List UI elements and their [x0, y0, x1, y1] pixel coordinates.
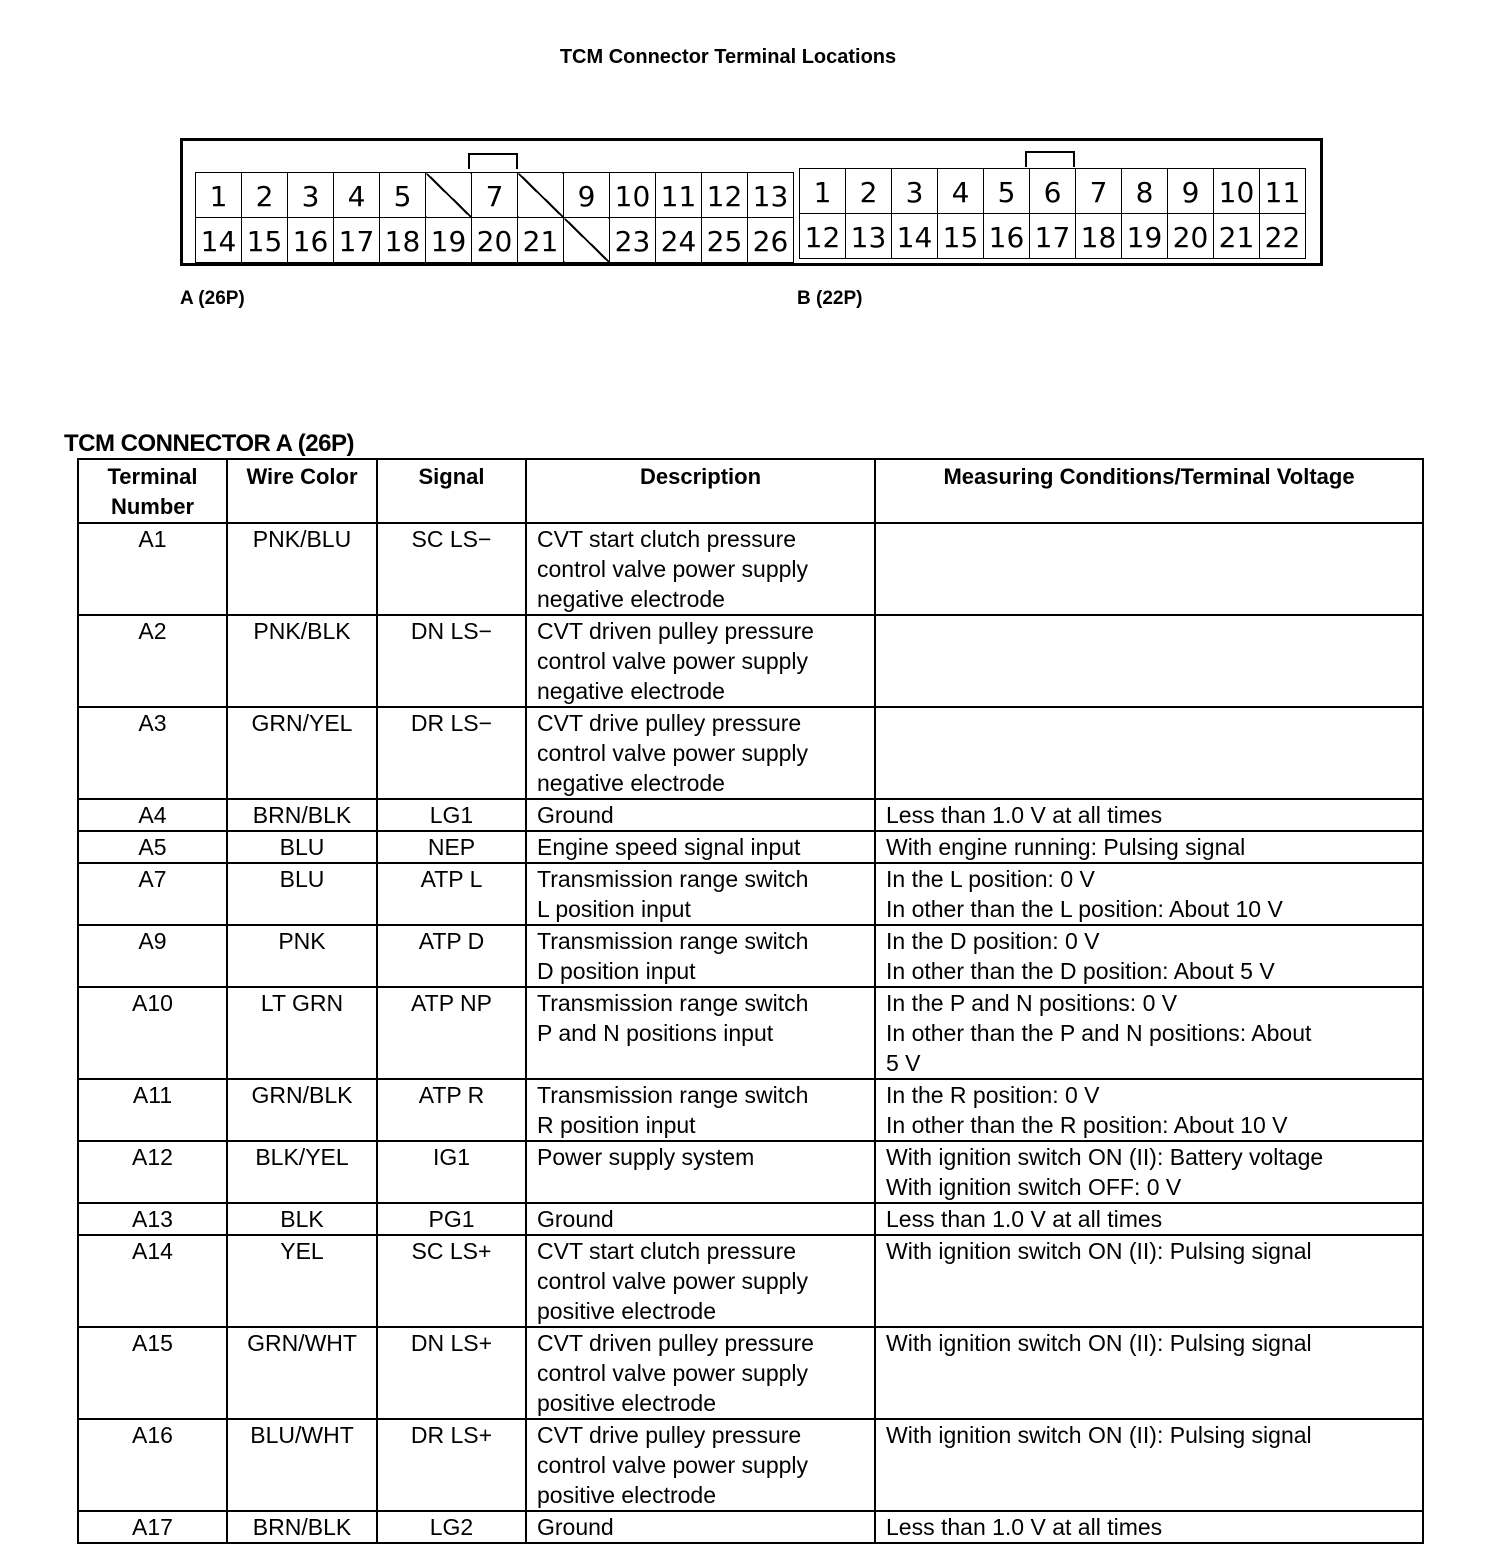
connector-b-pin: 1 [800, 169, 846, 214]
connector-a-pin: 13 [748, 173, 794, 218]
connector-a-pin: 25 [702, 218, 748, 263]
description-line: P and N positions input [537, 1020, 774, 1046]
description-line: CVT driven pulley pressure [537, 618, 814, 644]
connector-a-pin-unused [426, 173, 472, 218]
conditions-cell [875, 831, 1423, 863]
description-cell [526, 799, 875, 831]
connector-a-pin: 11 [656, 173, 702, 218]
wire-color-cell: GRN/YEL [227, 707, 377, 799]
description-line: Ground [537, 1514, 614, 1540]
terminal-cell: A12 [78, 1141, 227, 1203]
terminal-cell: A14 [78, 1235, 227, 1327]
conditions-line: In the L position: 0 V [886, 866, 1095, 892]
conditions-line: In the D position: 0 V [886, 928, 1100, 954]
terminal-table [77, 458, 1424, 1544]
signal-cell: PG1 [377, 1203, 526, 1235]
conditions-cell [875, 707, 1423, 799]
table-row [78, 1419, 1423, 1511]
conditions-line: In the R position: 0 V [886, 1082, 1100, 1108]
connector-b-pin: 2 [846, 169, 892, 214]
description-line: Ground [537, 802, 614, 828]
terminal-cell: A10 [78, 987, 227, 1079]
terminal-cell: A7 [78, 863, 227, 925]
terminal-cell: A3 [78, 707, 227, 799]
description-cell [526, 707, 875, 799]
wire-color-cell: BRN/BLK [227, 799, 377, 831]
signal-cell: ATP NP [377, 987, 526, 1079]
description-cell [526, 1235, 875, 1327]
connector-a-pin: 4 [334, 173, 380, 218]
description-line: control valve power supply [537, 1268, 809, 1294]
wire-color-cell: PNK/BLU [227, 523, 377, 615]
description-line: negative electrode [537, 586, 725, 612]
terminal-cell: A1 [78, 523, 227, 615]
description-line: Transmission range switch [537, 866, 809, 892]
table-row [78, 1511, 1423, 1543]
terminal-cell: A17 [78, 1511, 227, 1543]
description-line: positive electrode [537, 1390, 716, 1416]
conditions-cell [875, 925, 1423, 987]
connector-b-pin: 14 [892, 214, 938, 259]
header-terminal-number [78, 459, 227, 523]
conditions-cell [875, 1141, 1423, 1203]
signal-cell: LG2 [377, 1511, 526, 1543]
signal-cell: IG1 [377, 1141, 526, 1203]
description-line: negative electrode [537, 770, 725, 796]
connector-a-pin: 18 [380, 218, 426, 263]
conditions-line: With engine running: Pulsing signal [886, 834, 1246, 860]
connector-b-pin: 10 [1214, 169, 1260, 214]
description-line: Power supply system [537, 1144, 755, 1170]
table-row [78, 925, 1423, 987]
signal-cell: SC LS− [377, 523, 526, 615]
description-cell [526, 523, 875, 615]
description-line: control valve power supply [537, 556, 809, 582]
connector-a-pin: 1 [196, 173, 242, 218]
conditions-line: With ignition switch ON (II): Pulsing signal [886, 1330, 1312, 1356]
description-line: Engine speed signal input [537, 834, 801, 860]
table-row [78, 1235, 1423, 1327]
conditions-cell [875, 799, 1423, 831]
connector-a-label: A (26P) [180, 288, 245, 309]
description-line: CVT driven pulley pressure [537, 1330, 814, 1356]
conditions-line: Less than 1.0 V at all times [886, 802, 1163, 828]
wire-color-cell: YEL [227, 1235, 377, 1327]
connector-a-pin: 24 [656, 218, 702, 263]
description-cell [526, 831, 875, 863]
header-terminal-line2: Number [110, 494, 195, 519]
wire-color-cell: BLU [227, 831, 377, 863]
signal-cell: DR LS− [377, 707, 526, 799]
connector-b-pin-row [800, 169, 1306, 214]
table-row [78, 707, 1423, 799]
connector-a-pin-grid [195, 172, 794, 263]
terminal-cell: A15 [78, 1327, 227, 1419]
table-row [78, 1327, 1423, 1419]
description-cell [526, 1511, 875, 1543]
header-signal: Signal [377, 459, 526, 523]
signal-cell: DR LS+ [377, 1419, 526, 1511]
connector-a-pin-unused [518, 173, 564, 218]
connector-a-pin: 16 [288, 218, 334, 263]
description-cell [526, 1327, 875, 1419]
description-line: control valve power supply [537, 1360, 809, 1386]
conditions-cell [875, 615, 1423, 707]
terminal-cell: A11 [78, 1079, 227, 1141]
connector-b-label: B (22P) [797, 288, 863, 309]
description-cell [526, 925, 875, 987]
terminal-cell: A5 [78, 831, 227, 863]
header-terminal-line1: Terminal [107, 464, 198, 489]
connector-b-pin: 19 [1122, 214, 1168, 259]
connector-b-key-tab [1025, 151, 1075, 167]
connector-a-pin: 10 [610, 173, 656, 218]
signal-cell: DN LS+ [377, 1327, 526, 1419]
description-line: D position input [537, 958, 696, 984]
description-line: control valve power supply [537, 740, 809, 766]
connector-a-pin: 7 [472, 173, 518, 218]
description-line: positive electrode [537, 1298, 716, 1324]
connector-b-pin: 13 [846, 214, 892, 259]
description-line: R position input [537, 1112, 696, 1138]
description-line: Transmission range switch [537, 1082, 809, 1108]
description-line: negative electrode [537, 678, 725, 704]
description-cell [526, 1419, 875, 1511]
description-line: CVT drive pulley pressure [537, 710, 802, 736]
description-line: Ground [537, 1206, 614, 1232]
connector-b-pin: 12 [800, 214, 846, 259]
connector-b-pin: 22 [1260, 214, 1306, 259]
conditions-line: In other than the L position: About 10 V [886, 896, 1283, 922]
section-title: TCM CONNECTOR A (26P) [64, 430, 354, 457]
connector-a-pin: 3 [288, 173, 334, 218]
description-line: CVT start clutch pressure [537, 526, 797, 552]
table-row [78, 831, 1423, 863]
connector-a-pin: 17 [334, 218, 380, 263]
page-title: TCM Connector Terminal Locations [559, 46, 897, 68]
conditions-cell [875, 1511, 1423, 1543]
conditions-cell [875, 1079, 1423, 1141]
conditions-cell [875, 523, 1423, 615]
description-cell [526, 1203, 875, 1235]
connector-b-pin: 9 [1168, 169, 1214, 214]
connector-b-pin: 21 [1214, 214, 1260, 259]
terminal-cell: A9 [78, 925, 227, 987]
connector-a-pin: 12 [702, 173, 748, 218]
description-cell [526, 615, 875, 707]
signal-cell: LG1 [377, 799, 526, 831]
connector-a-pin: 14 [196, 218, 242, 263]
connector-b-pin-row [800, 214, 1306, 259]
conditions-cell [875, 1327, 1423, 1419]
connector-b-pin: 18 [1076, 214, 1122, 259]
header-conditions: Measuring Conditions/Terminal Voltage [875, 459, 1423, 523]
terminal-cell: A4 [78, 799, 227, 831]
table-row [78, 863, 1423, 925]
connector-a-pin: 2 [242, 173, 288, 218]
description-cell [526, 1141, 875, 1203]
conditions-line: In other than the D position: About 5 V [886, 958, 1275, 984]
signal-cell: NEP [377, 831, 526, 863]
connector-b-pin-grid [799, 168, 1306, 259]
wire-color-cell: GRN/WHT [227, 1327, 377, 1419]
table-row [78, 1141, 1423, 1203]
conditions-cell [875, 863, 1423, 925]
conditions-line: In the P and N positions: 0 V [886, 990, 1178, 1016]
description-line: positive electrode [537, 1482, 716, 1508]
connector-b-pin: 16 [984, 214, 1030, 259]
wire-color-cell: BLK [227, 1203, 377, 1235]
conditions-line: In other than the R position: About 10 V [886, 1112, 1288, 1138]
connector-a-pin-row [196, 218, 794, 263]
connector-a-pin: 21 [518, 218, 564, 263]
connector-a-pin-row [196, 173, 794, 218]
wire-color-cell: PNK/BLK [227, 615, 377, 707]
table-row [78, 615, 1423, 707]
signal-cell: ATP L [377, 863, 526, 925]
wire-color-cell: PNK [227, 925, 377, 987]
connector-b-pin: 6 [1030, 169, 1076, 214]
connector-b-pin: 15 [938, 214, 984, 259]
signal-cell: DN LS− [377, 615, 526, 707]
wire-color-cell: BRN/BLK [227, 1511, 377, 1543]
conditions-line: Less than 1.0 V at all times [886, 1206, 1163, 1232]
wire-color-cell: BLU/WHT [227, 1419, 377, 1511]
connector-a-pin: 19 [426, 218, 472, 263]
wire-color-cell: GRN/BLK [227, 1079, 377, 1141]
header-description: Description [526, 459, 875, 523]
description-line: CVT start clutch pressure [537, 1238, 797, 1264]
connector-b-pin: 17 [1030, 214, 1076, 259]
signal-cell: SC LS+ [377, 1235, 526, 1327]
connector-a-pin: 26 [748, 218, 794, 263]
connector-a-pin-unused [564, 218, 610, 263]
conditions-line: Less than 1.0 V at all times [886, 1514, 1163, 1540]
description-line: L position input [537, 896, 691, 922]
conditions-line: In other than the P and N positions: About [886, 1020, 1312, 1046]
conditions-cell [875, 1419, 1423, 1511]
table-row [78, 799, 1423, 831]
description-line: CVT drive pulley pressure [537, 1422, 802, 1448]
conditions-cell [875, 1203, 1423, 1235]
connector-a-pin: 23 [610, 218, 656, 263]
connector-b-pin: 5 [984, 169, 1030, 214]
connector-a-pin: 5 [380, 173, 426, 218]
signal-cell: ATP R [377, 1079, 526, 1141]
table-row [78, 1203, 1423, 1235]
connector-b-pin: 4 [938, 169, 984, 214]
wire-color-cell: LT GRN [227, 987, 377, 1079]
connector-a-pin: 15 [242, 218, 288, 263]
description-line: control valve power supply [537, 648, 809, 674]
conditions-line: With ignition switch ON (II): Pulsing signal [886, 1238, 1312, 1264]
terminal-cell: A13 [78, 1203, 227, 1235]
connector-b-pin: 20 [1168, 214, 1214, 259]
header-wire-color: Wire Color [227, 459, 377, 523]
conditions-cell [875, 987, 1423, 1079]
connector-a-pin: 20 [472, 218, 518, 263]
conditions-line: 5 V [886, 1050, 921, 1076]
terminal-cell: A16 [78, 1419, 227, 1511]
terminal-cell: A2 [78, 615, 227, 707]
description-line: Transmission range switch [537, 928, 809, 954]
connector-b-pin: 8 [1122, 169, 1168, 214]
description-cell [526, 1079, 875, 1141]
description-line: Transmission range switch [537, 990, 809, 1016]
conditions-cell [875, 1235, 1423, 1327]
wire-color-cell: BLK/YEL [227, 1141, 377, 1203]
connector-b-pin: 3 [892, 169, 938, 214]
description-line: control valve power supply [537, 1452, 809, 1478]
table-header-row [78, 459, 1423, 523]
connector-b-pin: 7 [1076, 169, 1122, 214]
wire-color-cell: BLU [227, 863, 377, 925]
connector-a-key-tab [468, 153, 518, 169]
connector-b-pin: 11 [1260, 169, 1306, 214]
conditions-line: With ignition switch ON (II): Pulsing signal [886, 1422, 1312, 1448]
table-row [78, 987, 1423, 1079]
signal-cell: ATP D [377, 925, 526, 987]
description-cell [526, 863, 875, 925]
conditions-line: With ignition switch OFF: 0 V [886, 1174, 1182, 1200]
conditions-line: With ignition switch ON (II): Battery voltage [886, 1144, 1324, 1170]
connector-a-pin: 9 [564, 173, 610, 218]
table-row [78, 523, 1423, 615]
table-row [78, 1079, 1423, 1141]
description-cell [526, 987, 875, 1079]
